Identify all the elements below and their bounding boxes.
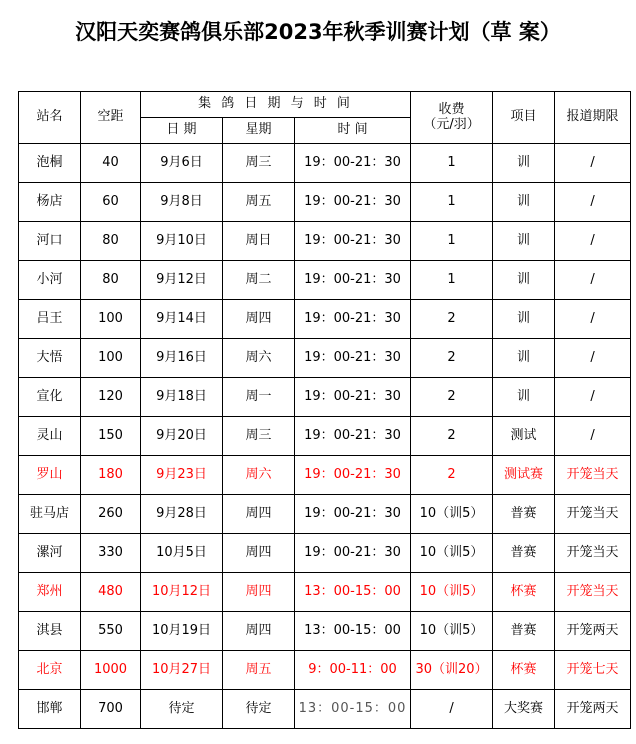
cell-weekday: 周四 — [223, 300, 295, 339]
cell-item: 测试赛 — [493, 456, 555, 495]
cell-time: 13：00-15：00 — [295, 573, 411, 612]
cell-report: / — [555, 378, 631, 417]
cell-date: 9月23日 — [141, 456, 223, 495]
header-fee — [411, 92, 493, 144]
header-date: 日 期 — [141, 118, 223, 144]
cell-weekday: 周日 — [223, 222, 295, 261]
cell-weekday: 周六 — [223, 339, 295, 378]
table-row — [19, 144, 631, 183]
cell-report: 开笼当天 — [555, 573, 631, 612]
cell-report: / — [555, 222, 631, 261]
cell-item: 训 — [493, 222, 555, 261]
cell-time: 19：00-21：30 — [295, 183, 411, 222]
cell-weekday: 待定 — [223, 690, 295, 729]
cell-report: / — [555, 300, 631, 339]
training-schedule-table — [18, 91, 631, 729]
cell-report: / — [555, 261, 631, 300]
cell-distance: 180 — [81, 456, 141, 495]
table-row — [19, 690, 631, 729]
cell-fee: 2 — [411, 339, 493, 378]
cell-report: 开笼当天 — [555, 495, 631, 534]
cell-station: 淇县 — [19, 612, 81, 651]
cell-fee: / — [411, 690, 493, 729]
table-body — [19, 144, 631, 729]
cell-date: 10月12日 — [141, 573, 223, 612]
cell-time: 19：00-21：30 — [295, 261, 411, 300]
cell-time: 19：00-21：30 — [295, 300, 411, 339]
cell-report: / — [555, 144, 631, 183]
cell-date: 待定 — [141, 690, 223, 729]
cell-item: 训 — [493, 144, 555, 183]
cell-time: 19：00-21：30 — [295, 378, 411, 417]
cell-date: 9月20日 — [141, 417, 223, 456]
cell-time: 19：00-21：30 — [295, 222, 411, 261]
cell-weekday: 周四 — [223, 495, 295, 534]
header-item: 项目 — [493, 92, 555, 144]
schedule-table-wrapper — [0, 91, 636, 729]
cell-weekday: 周六 — [223, 456, 295, 495]
cell-date: 10月5日 — [141, 534, 223, 573]
table-row — [19, 378, 631, 417]
cell-fee: 10（训5） — [411, 534, 493, 573]
cell-report: 开笼当天 — [555, 534, 631, 573]
table-row — [19, 417, 631, 456]
cell-item: 大奖赛 — [493, 690, 555, 729]
cell-time: 19：00-21：30 — [295, 456, 411, 495]
cell-time: 19：00-21：30 — [295, 339, 411, 378]
cell-station: 灵山 — [19, 417, 81, 456]
cell-distance: 80 — [81, 222, 141, 261]
cell-station: 驻马店 — [19, 495, 81, 534]
cell-fee: 2 — [411, 300, 493, 339]
cell-fee: 1 — [411, 144, 493, 183]
cell-fee: 10（训5） — [411, 612, 493, 651]
table-row — [19, 222, 631, 261]
cell-station: 河口 — [19, 222, 81, 261]
cell-fee: 1 — [411, 183, 493, 222]
table-row — [19, 339, 631, 378]
cell-distance: 80 — [81, 261, 141, 300]
table-row — [19, 300, 631, 339]
cell-item: 测试 — [493, 417, 555, 456]
page-title: 汉阳天奕赛鸽俱乐部2023年秋季训赛计划（草 案） — [75, 20, 561, 44]
cell-item: 训 — [493, 378, 555, 417]
cell-item: 训 — [493, 183, 555, 222]
cell-time: 19：00-21：30 — [295, 417, 411, 456]
cell-fee: 1 — [411, 261, 493, 300]
cell-date: 10月19日 — [141, 612, 223, 651]
cell-distance: 260 — [81, 495, 141, 534]
cell-station: 杨店 — [19, 183, 81, 222]
cell-station: 小河 — [19, 261, 81, 300]
cell-distance: 120 — [81, 378, 141, 417]
table-header — [19, 92, 631, 144]
cell-date: 9月10日 — [141, 222, 223, 261]
cell-date: 9月6日 — [141, 144, 223, 183]
cell-date: 9月16日 — [141, 339, 223, 378]
cell-report: 开笼当天 — [555, 456, 631, 495]
cell-time: 13：00-15：00 — [295, 690, 411, 729]
cell-time: 19：00-21：30 — [295, 534, 411, 573]
cell-fee: 2 — [411, 378, 493, 417]
cell-station: 漯河 — [19, 534, 81, 573]
cell-item: 杯赛 — [493, 573, 555, 612]
cell-station: 泡桐 — [19, 144, 81, 183]
cell-date: 9月28日 — [141, 495, 223, 534]
cell-distance: 150 — [81, 417, 141, 456]
cell-fee: 30（训20） — [411, 651, 493, 690]
cell-distance: 100 — [81, 300, 141, 339]
table-row — [19, 612, 631, 651]
cell-date: 10月27日 — [141, 651, 223, 690]
cell-station: 郑州 — [19, 573, 81, 612]
cell-weekday: 周四 — [223, 534, 295, 573]
table-row — [19, 456, 631, 495]
table-row — [19, 573, 631, 612]
cell-distance: 1000 — [81, 651, 141, 690]
cell-weekday: 周三 — [223, 144, 295, 183]
cell-item: 训 — [493, 261, 555, 300]
header-fee-unit: （元/羽） — [423, 116, 480, 132]
cell-date: 9月12日 — [141, 261, 223, 300]
cell-weekday: 周三 — [223, 417, 295, 456]
cell-fee: 2 — [411, 417, 493, 456]
cell-weekday: 周四 — [223, 573, 295, 612]
cell-station: 大悟 — [19, 339, 81, 378]
cell-report: / — [555, 417, 631, 456]
cell-item: 杯赛 — [493, 651, 555, 690]
cell-item: 普赛 — [493, 495, 555, 534]
cell-time: 9：00-11：00 — [295, 651, 411, 690]
table-row — [19, 651, 631, 690]
cell-station: 北京 — [19, 651, 81, 690]
cell-weekday: 周四 — [223, 612, 295, 651]
cell-station: 吕王 — [19, 300, 81, 339]
cell-item: 训 — [493, 339, 555, 378]
cell-weekday: 周五 — [223, 651, 295, 690]
table-row — [19, 183, 631, 222]
cell-station: 邯郸 — [19, 690, 81, 729]
header-collect-datetime: 集 鸽 日 期 与 时 间 — [141, 92, 411, 118]
cell-fee: 10（训5） — [411, 495, 493, 534]
cell-report: / — [555, 339, 631, 378]
table-row — [19, 261, 631, 300]
header-station: 站名 — [19, 92, 81, 144]
cell-weekday: 周五 — [223, 183, 295, 222]
cell-item: 普赛 — [493, 534, 555, 573]
cell-date: 9月8日 — [141, 183, 223, 222]
cell-weekday: 周二 — [223, 261, 295, 300]
table-row — [19, 534, 631, 573]
header-time: 时 间 — [295, 118, 411, 144]
cell-distance: 60 — [81, 183, 141, 222]
cell-time: 13：00-15：00 — [295, 612, 411, 651]
header-row-top — [19, 92, 631, 118]
cell-report: 开笼七天 — [555, 651, 631, 690]
header-distance: 空距 — [81, 92, 141, 144]
header-report-deadline: 报道期限 — [555, 92, 631, 144]
cell-station: 宣化 — [19, 378, 81, 417]
cell-item: 训 — [493, 300, 555, 339]
cell-station: 罗山 — [19, 456, 81, 495]
cell-report: 开笼两天 — [555, 690, 631, 729]
cell-distance: 480 — [81, 573, 141, 612]
cell-distance: 550 — [81, 612, 141, 651]
cell-date: 9月14日 — [141, 300, 223, 339]
cell-item: 普赛 — [493, 612, 555, 651]
cell-fee: 2 — [411, 456, 493, 495]
cell-distance: 700 — [81, 690, 141, 729]
table-row — [19, 495, 631, 534]
header-weekday: 星期 — [223, 118, 295, 144]
cell-distance: 100 — [81, 339, 141, 378]
cell-fee: 1 — [411, 222, 493, 261]
header-fee-label: 收费 — [438, 102, 465, 118]
cell-time: 19：00-21：30 — [295, 144, 411, 183]
cell-weekday: 周一 — [223, 378, 295, 417]
cell-distance: 330 — [81, 534, 141, 573]
cell-fee: 10（训5） — [411, 573, 493, 612]
cell-distance: 40 — [81, 144, 141, 183]
cell-time: 19：00-21：30 — [295, 495, 411, 534]
cell-report: 开笼两天 — [555, 612, 631, 651]
cell-report: / — [555, 183, 631, 222]
cell-date: 9月18日 — [141, 378, 223, 417]
